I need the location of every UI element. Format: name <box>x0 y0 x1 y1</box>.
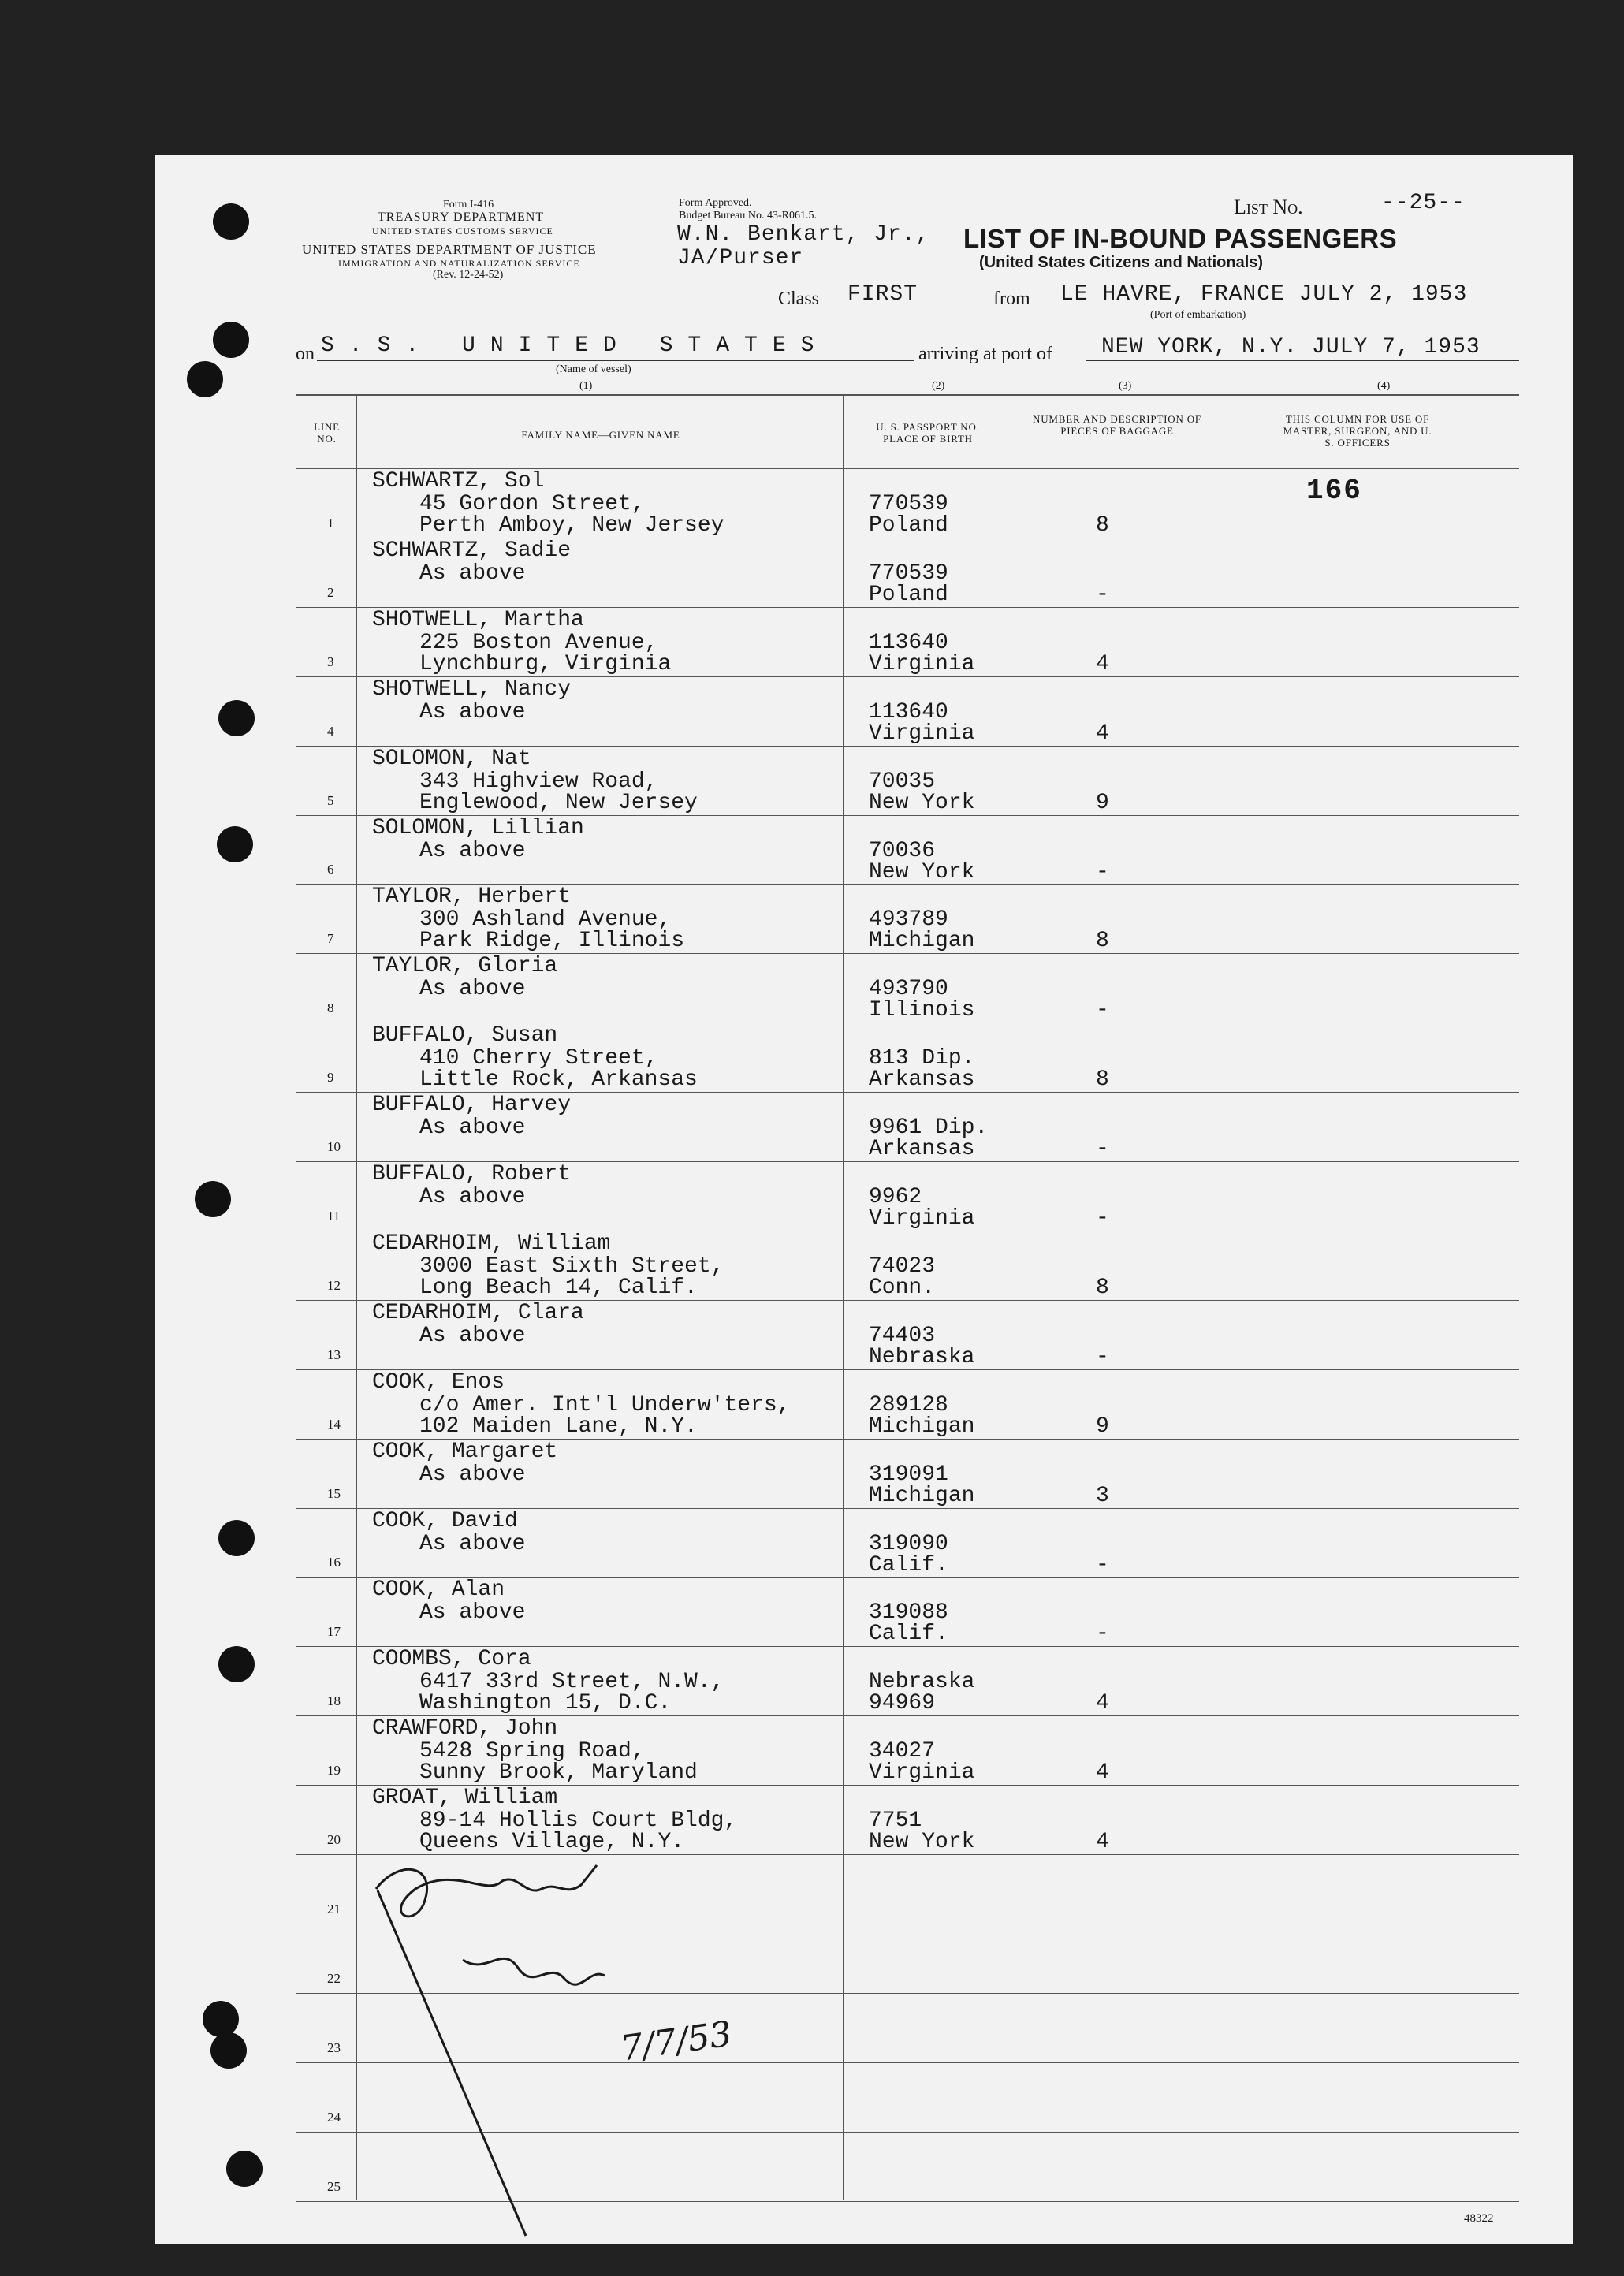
place-of-birth: 94969 <box>869 1691 936 1716</box>
passenger-address-2: 102 Maiden Lane, N.Y. <box>419 1414 698 1439</box>
class-value: FIRST <box>847 282 918 307</box>
passenger-address-1: 410 Cherry Street, <box>419 1046 658 1071</box>
line-number: 23 <box>327 2039 341 2055</box>
place-of-birth: Michigan <box>869 929 975 954</box>
line-number: 22 <box>327 1970 341 1986</box>
arriving-value: NEW YORK, N.Y. JULY 7, 1953 <box>1101 335 1481 359</box>
line-number: 20 <box>327 1832 341 1847</box>
form-title: LIST OF IN-BOUND PASSENGERS <box>963 224 1398 253</box>
passenger-name: BUFFALO, Harvey <box>372 1093 572 1118</box>
baggage-count: - <box>1096 1552 1109 1578</box>
passport-number: 319091 <box>869 1462 948 1487</box>
line-number: 1 <box>327 515 334 531</box>
passenger-address-1: As above <box>419 1116 526 1141</box>
passport-number: 493789 <box>869 907 948 933</box>
passport-number: Nebraska <box>869 1670 975 1695</box>
passenger-address-1: 6417 33rd Street, N.W., <box>419 1670 724 1695</box>
budget-bureau: Budget Bureau No. 43-R061.5. <box>679 210 817 222</box>
manifest-page <box>155 155 1573 2244</box>
list-no-label: List No. <box>1234 196 1303 218</box>
class-label: Class <box>778 289 820 309</box>
baggage-count: - <box>1096 998 1109 1023</box>
punch-hole <box>217 826 253 862</box>
line-number: 19 <box>327 1763 341 1779</box>
passenger-name: SCHWARTZ, Sadie <box>372 538 572 563</box>
passenger-name: BUFFALO, Susan <box>372 1023 558 1049</box>
col-header-name: FAMILY NAME—GIVEN NAME <box>521 429 680 441</box>
baggage-count: 8 <box>1096 513 1109 538</box>
place-of-birth: Michigan <box>869 1414 975 1439</box>
punch-hole <box>213 203 249 240</box>
line-number: 6 <box>327 862 334 877</box>
line-number: 5 <box>327 792 334 808</box>
place-of-birth: New York <box>869 1830 975 1855</box>
baggage-count: 8 <box>1096 1067 1109 1093</box>
passenger-name: CRAWFORD, John <box>372 1716 558 1741</box>
passenger-name: SHOTWELL, Nancy <box>372 676 572 702</box>
customs-service: UNITED STATES CUSTOMS SERVICE <box>372 225 553 237</box>
baggage-count: 4 <box>1096 1760 1109 1786</box>
col-divider-name <box>356 394 357 2200</box>
passport-number: 9962 <box>869 1185 922 1209</box>
arriving-label: arriving at port of <box>918 344 1052 364</box>
baggage-count: - <box>1096 859 1109 885</box>
justice-dept: UNITED STATES DEPARTMENT OF JUSTICE <box>302 242 597 257</box>
ins-service: IMMIGRATION AND NATURALIZATION SERVICE <box>338 258 580 269</box>
passport-number: 319088 <box>869 1600 948 1626</box>
line-number: 14 <box>327 1416 341 1432</box>
passenger-address-1: As above <box>419 1185 526 1209</box>
passenger-name: SCHWARTZ, Sol <box>372 469 545 494</box>
col-divider-passport <box>843 394 844 2200</box>
place-of-birth: Virginia <box>869 1206 975 1231</box>
passenger-name: GROAT, William <box>372 1786 558 1811</box>
passport-number: 7751 <box>869 1809 922 1834</box>
passenger-address-1: As above <box>419 1462 526 1487</box>
vessel-underline <box>317 360 914 361</box>
list-no-value: --25-- <box>1381 191 1466 215</box>
passenger-name: BUFFALO, Robert <box>372 1162 572 1186</box>
passenger-address-2: Englewood, New Jersey <box>419 790 698 815</box>
passenger-address-1: As above <box>419 1600 526 1626</box>
passport-number: 770539 <box>869 561 948 586</box>
passenger-name: COOK, Alan <box>372 1578 505 1603</box>
punch-hole <box>218 700 255 736</box>
passport-number: 770539 <box>869 492 948 516</box>
passenger-address-2: Sunny Brook, Maryland <box>419 1760 698 1786</box>
signature-date: 7/7/53 <box>618 2013 735 2069</box>
passenger-address-1: 5428 Spring Road, <box>419 1739 645 1764</box>
passenger-name: TAYLOR, Herbert <box>372 885 572 910</box>
baggage-count: 4 <box>1096 1830 1109 1855</box>
punch-hole <box>195 1181 231 1217</box>
passport-number: 74023 <box>869 1253 936 1279</box>
line-number: 8 <box>327 1000 334 1016</box>
form-number: Form I-416 <box>443 199 494 210</box>
baggage-count: 8 <box>1096 929 1109 954</box>
line-number: 18 <box>327 1693 341 1709</box>
passenger-address-1: As above <box>419 1323 526 1348</box>
baggage-count: 8 <box>1096 1275 1109 1300</box>
place-of-birth: Nebraska <box>869 1344 975 1369</box>
stamp-number: 166 <box>1306 475 1362 507</box>
place-of-birth: New York <box>869 859 975 885</box>
passport-number: 289128 <box>869 1392 948 1417</box>
baggage-count: 4 <box>1096 721 1109 746</box>
passport-number: 34027 <box>869 1739 936 1764</box>
col-header-baggage: NUMBER AND DESCRIPTION OF PIECES OF BAGGAGE <box>1033 413 1201 437</box>
line-number: 9 <box>327 1070 334 1086</box>
baggage-count: - <box>1096 1206 1109 1231</box>
line-number: 10 <box>327 1139 341 1154</box>
passenger-name: COOK, David <box>372 1508 518 1533</box>
form-approved: Form Approved. <box>679 197 752 209</box>
baggage-count: 9 <box>1096 1414 1109 1439</box>
on-label: on <box>296 344 315 364</box>
place-of-birth: Arkansas <box>869 1137 975 1162</box>
place-of-birth: Michigan <box>869 1483 975 1508</box>
line-number: 4 <box>327 723 334 739</box>
place-of-birth: Poland <box>869 513 948 538</box>
passport-number: 813 Dip. <box>869 1046 975 1071</box>
col-header-line: LINE NO. <box>314 421 340 445</box>
baggage-count: - <box>1096 582 1109 607</box>
passenger-address-1: c/o Amer. Int'l Underw'ters, <box>419 1392 791 1417</box>
passenger-address-2: Park Ridge, Illinois <box>419 929 685 954</box>
punch-hole <box>203 2001 239 2037</box>
passenger-address-1: As above <box>419 1531 526 1556</box>
signer-name: W.N. Benkart, Jr., <box>677 222 930 247</box>
line-number: 13 <box>327 1347 341 1362</box>
place-of-birth: Virginia <box>869 1760 975 1786</box>
line-number: 3 <box>327 654 334 669</box>
passport-number: 9961 Dip. <box>869 1116 989 1141</box>
punch-hole <box>218 1646 255 1682</box>
passenger-address-1: 300 Ashland Avenue, <box>419 907 672 933</box>
passport-number: 493790 <box>869 977 948 1002</box>
punch-hole <box>226 2151 263 2187</box>
passenger-address-1: 45 Gordon Street, <box>419 492 645 516</box>
line-number: 2 <box>327 584 334 600</box>
place-of-birth: Calif. <box>869 1622 948 1647</box>
line-number: 11 <box>327 1208 341 1224</box>
punch-hole <box>210 2032 247 2069</box>
passport-number: 70035 <box>869 769 936 794</box>
vessel-colnum: (1) <box>579 380 593 392</box>
passenger-address-1: As above <box>419 977 526 1002</box>
baggage-count: - <box>1096 1622 1109 1647</box>
revision-date: (Rev. 12-24-52) <box>433 269 504 281</box>
passport-number: 113640 <box>869 699 948 725</box>
col-header-officers: THIS COLUMN FOR USE OF MASTER, SURGEON, AND U. S. OFFICERS <box>1283 413 1432 449</box>
vessel-value: S.S. UNITED STATES <box>321 333 829 358</box>
line-number: 7 <box>327 931 334 947</box>
passenger-name: SHOTWELL, Martha <box>372 607 584 632</box>
baggage-count: 3 <box>1096 1483 1109 1508</box>
passenger-address-2: Perth Amboy, New Jersey <box>419 513 724 538</box>
line-number: 21 <box>327 1901 341 1917</box>
baggage-count: - <box>1096 1344 1109 1369</box>
passenger-address-1: 343 Highview Road, <box>419 769 658 794</box>
officers-colnum: (4) <box>1377 380 1391 392</box>
passport-number: 319090 <box>869 1531 948 1556</box>
col-header-passport: U. S. PASSPORT NO. PLACE OF BIRTH <box>876 421 980 445</box>
arriving-underline <box>1086 360 1519 361</box>
passenger-name: CEDARHOIM, Clara <box>372 1300 584 1325</box>
place-of-birth: Poland <box>869 582 948 607</box>
passenger-address-1: As above <box>419 838 526 863</box>
baggage-colnum: (3) <box>1119 380 1132 392</box>
place-of-birth: New York <box>869 790 975 815</box>
line-number: 16 <box>327 1555 341 1570</box>
passenger-name: SOLOMON, Nat <box>372 746 531 771</box>
form-footer-code: 48322 <box>1464 2212 1494 2225</box>
passenger-address-1: 89-14 Hollis Court Bldg, <box>419 1809 738 1834</box>
place-of-birth: Virginia <box>869 651 975 676</box>
line-number: 17 <box>327 1624 341 1640</box>
place-of-birth: Calif. <box>869 1552 948 1578</box>
passenger-name: TAYLOR, Gloria <box>372 954 558 979</box>
treasury-dept: TREASURY DEPARTMENT <box>378 210 545 224</box>
baggage-count: - <box>1096 1137 1109 1162</box>
line-number: 24 <box>327 2109 341 2125</box>
punch-hole <box>213 322 249 358</box>
place-of-birth: Conn. <box>869 1275 936 1300</box>
passenger-address-2: Little Rock, Arkansas <box>419 1067 698 1093</box>
passenger-name: SOLOMON, Lillian <box>372 815 584 840</box>
passenger-address-1: As above <box>419 561 526 586</box>
from-value: LE HAVRE, FRANCE JULY 2, 1953 <box>1060 282 1468 307</box>
line-number: 12 <box>327 1277 341 1293</box>
passenger-address-2: Washington 15, D.C. <box>419 1691 672 1716</box>
passenger-address-1: 3000 East Sixth Street, <box>419 1253 724 1279</box>
baggage-count: 4 <box>1096 651 1109 676</box>
vessel-caption: (Name of vessel) <box>556 363 631 375</box>
passenger-address-1: 225 Boston Avenue, <box>419 630 658 655</box>
passenger-address-2: Queens Village, N.Y. <box>419 1830 685 1855</box>
passenger-address-1: As above <box>419 699 526 725</box>
place-of-birth: Illinois <box>869 998 975 1023</box>
signer-title: JA/Purser <box>677 246 804 270</box>
line-number: 15 <box>327 1485 341 1501</box>
baggage-count: 4 <box>1096 1691 1109 1716</box>
punch-hole <box>218 1520 255 1556</box>
passenger-name: CEDARHOIM, William <box>372 1231 611 1256</box>
table-top-rule <box>296 394 1519 396</box>
passenger-name: COOK, Margaret <box>372 1439 558 1464</box>
passport-number: 70036 <box>869 838 936 863</box>
from-label: from <box>993 289 1030 309</box>
passport-colnum: (2) <box>932 380 945 392</box>
passenger-name: COOMBS, Cora <box>372 1647 531 1672</box>
place-of-birth: Virginia <box>869 721 975 746</box>
form-subtitle: (United States Citizens and Nationals) <box>979 254 1264 271</box>
port-caption: (Port of embarkation) <box>1150 309 1246 321</box>
punch-hole <box>187 361 223 397</box>
place-of-birth: Arkansas <box>869 1067 975 1093</box>
passenger-address-2: Long Beach 14, Calif. <box>419 1275 698 1300</box>
passenger-address-2: Lynchburg, Virginia <box>419 651 672 676</box>
line-number: 25 <box>327 2178 341 2194</box>
baggage-count: 9 <box>1096 790 1109 815</box>
passenger-name: COOK, Enos <box>372 1369 505 1395</box>
passport-number: 74403 <box>869 1323 936 1348</box>
passport-number: 113640 <box>869 630 948 655</box>
